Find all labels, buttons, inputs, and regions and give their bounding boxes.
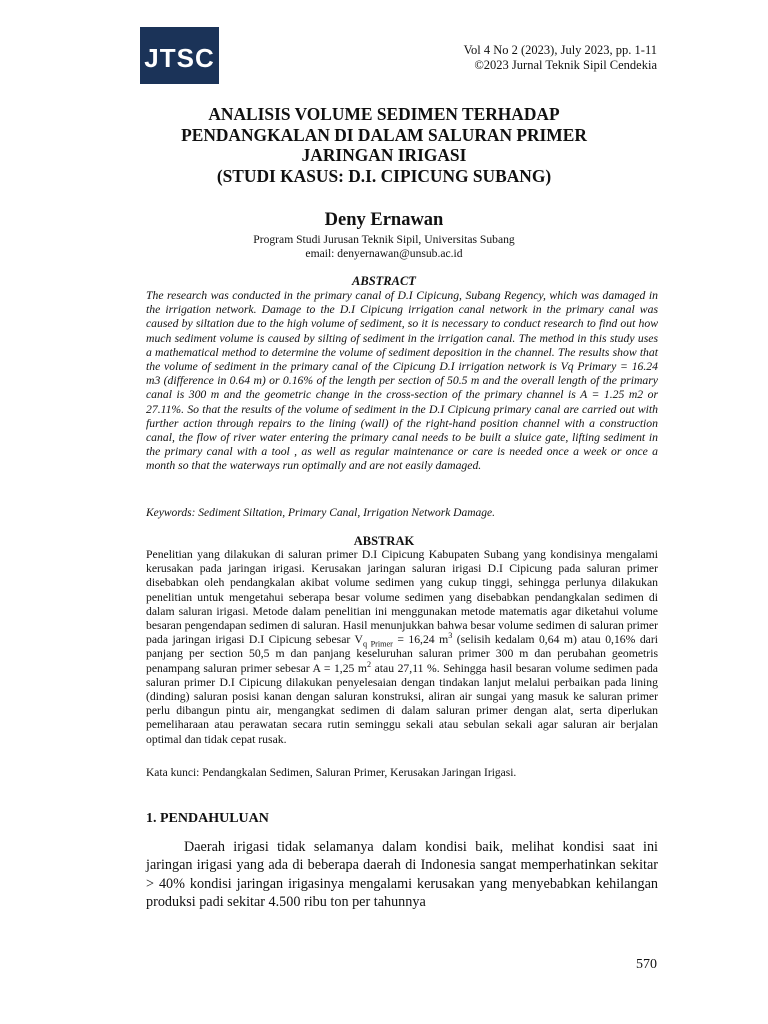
abstract-keywords: Keywords: Sediment Siltation, Primary Canal, Irrigation Network Damage. <box>146 507 496 519</box>
paper-title <box>100 104 668 186</box>
copyright-line: ©2023 Jurnal Teknik Sipil Cendekia <box>474 57 657 72</box>
section-body-text: Daerah irigasi tidak selamanya dalam kondisi baik, melihat kondisi saat ini jaringan irigasi yang ada di beberapa daerah di Indonesia sangat memperhatinkan sekitar > 40% kondisi jaringan irigasinya mengalami kerusakan yang menyebabkan kehilangan produksi padi sekitar 4.500 ribu ton per tahunnya <box>146 839 658 911</box>
affiliation: Program Studi Jurusan Teknik Sipil, Universitas Subang <box>253 233 515 246</box>
section-heading: 1. PENDAHULUAN <box>146 811 269 826</box>
title-line: JARINGAN IRIGASI <box>301 145 467 165</box>
abstrak-text-part: = 16,24 m <box>392 633 449 647</box>
abstrak-keywords: Kata kunci: Pendangkalan Sedimen, Saluran Primer, Kerusakan Jaringan Irigasi. <box>146 767 517 779</box>
journal-logo-mark <box>140 27 219 84</box>
abstrak-subscript: q Primer <box>362 639 393 649</box>
title-line: (STUDI KASUS: D.I. CIPICUNG SUBANG) <box>216 165 552 186</box>
abstrak-heading: ABSTRAK <box>353 534 415 548</box>
title-line: ANALISIS VOLUME SEDIMEN TERHADAP <box>208 104 560 124</box>
abstrak-text-part: atau 27,11 %. Sehingga hasil besaran volume sedimen pada saluran primer D.I Cipicung dilakukan penyelesaian dengan tindakan lanjut melalui perbaikan pada lining (dinding) saluran posisi kanan dengan saluran konstruksi, aliran air sungai yang masuk ke saluran primer perlu dibangun pintu air, mengangkat sedimen di dalam saluran primer dengan alat, serta diperlukan pemeliharaan atau perawatan secara rutin seminggu sekali atau sebulan sekali agar saluran air berjalan optimal dan tidak cepat rusak. <box>146 661 658 746</box>
abstrak-superscript: 3 <box>448 631 453 641</box>
abstrak-text <box>146 548 658 747</box>
abstract-text: The research was conducted in the primary canal of D.I Cipicung, Subang Regency, which was damaged in the irrigation network. Damage to the D.I Cipicung irrigation canal network in the primary canal was caused by siltation due to the high volume of sediment, so it is necessary to conduct research to find out how much sediment volume is caused by silting of sediment in the irrigation canal. The method in this study uses a mathematical method to determine the volume of sediment deposition in the channel. The results show that the volume of sediment in the primary canal of the Cipicung D.I irrigation network is Vq Primary = 16.24 m3 (difference in 0.64 m) or 0.16% of the length per section of 50.5 m and the overall length of the primary canal is 300 m and the geometric change in the cross-section of the primary channel is A = 1.25 m2 or 27.11%. So that the results of the volume of sediment in the D.I Cipicung primary canal are carried out with further action through repairs to the lining (wall) of the right-hand position channel with a construction canal, the flow of river water entering the primary canal needs to be built a sluice gate, lifting sediment in the primary canal with a tool , as well as regular maintenance or care is needed once a week or once a month so that the waterways run optimally and are not easily damaged. <box>146 289 658 473</box>
abstrak-superscript: 2 <box>367 659 372 669</box>
logo-text: JTSC <box>144 43 215 73</box>
journal-logo <box>140 27 219 84</box>
journal-citation <box>464 43 657 72</box>
email: email: denyernawan@unsub.ac.id <box>305 247 463 260</box>
title-line: PENDANGKALAN DI DALAM SALURAN PRIMER <box>181 124 587 145</box>
page-number: 570 <box>636 957 657 972</box>
author-name: Deny Ernawan <box>324 210 444 230</box>
volume-line: Vol 4 No 2 (2023), July 2023, pp. 1-11 <box>463 43 657 57</box>
abstract-heading: ABSTRACT <box>352 274 416 288</box>
author-affiliation-block <box>0 233 768 261</box>
abstrak-text-part: (selisih kedalam 0,64 m) atau 0,16% dari panjang per section 50,5 m dan panjang keseluruhan saluran primer 300 m dan perubahan geometris penampang saluran primer sebesar A = 1,25 m <box>146 633 658 675</box>
abstrak-text-part: Penelitian yang dilakukan di saluran primer D.I Cipicung Kabupaten Subang yang kondisinya mengalami kerusakan pada jaringan irigasi. Kerusakan jaringan saluran irigasi D.I Cipicung pada saluran primer disebabkan oleh pendangkalan akibat volume sedimen yang cukup tinggi, sehingga perlunya dilakukan penelitian untuk mengetahui seberapa besar volume sedimen yang disebabkan pendangkalan sedimen di dalam saluran irigasi. Metode dalam penelitian ini menggunakan metode matematis agar diketahui volume besaran pengendapan sedimen di saluran. Hasil menunjukkan bahwa besar volume sedimen di saluran primer pada jaringan irigasi D.I Cipicung sebesar V <box>146 548 658 647</box>
